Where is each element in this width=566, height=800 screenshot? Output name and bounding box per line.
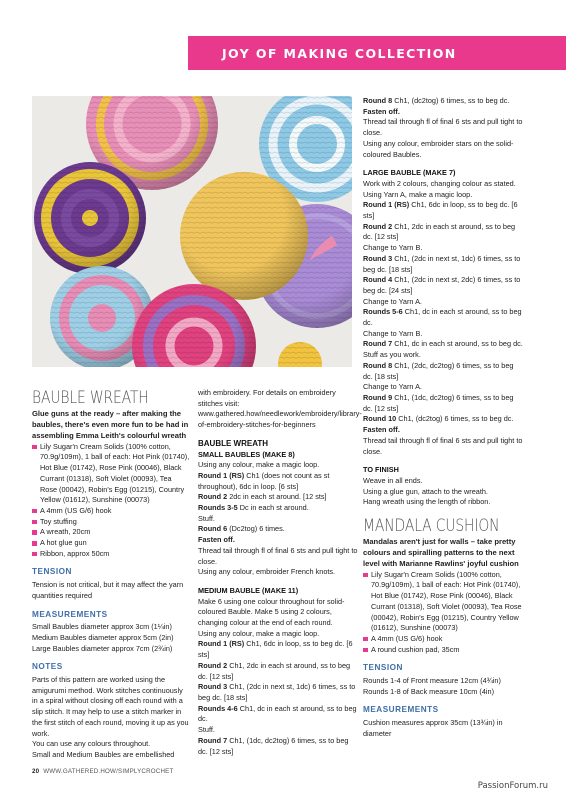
pattern-step: [198, 597, 358, 629]
step-text: Stuff as you work.: [363, 350, 421, 360]
step-text: (Dc2tog) 6 times.: [227, 524, 285, 534]
step-label: Round 1 (RS): [198, 639, 245, 649]
material-item: A 4mm (US G/6) hook: [363, 634, 523, 645]
mandala-cushion-intro: Mandalas aren't just for walls – take pretty colours and spiralling patterns to the next level with Marianne Rawlins' joyful cushion: [363, 537, 519, 568]
step-text: Stuff.: [198, 513, 215, 523]
cushion-measurements-heading: MEASUREMENTS: [363, 705, 439, 715]
pattern-step: [363, 339, 523, 350]
pattern-step: [198, 736, 358, 757]
step-label: Round 2: [363, 221, 393, 231]
step-text: Change to Yarn B.: [363, 328, 423, 338]
pattern-step: [363, 222, 523, 243]
pattern-step: [363, 190, 523, 201]
step-text: Ch1, 2dc in each st around, ss to beg dc. [12 sts]: [363, 221, 516, 242]
pattern-step: [363, 117, 523, 138]
pattern-step: [363, 329, 523, 340]
step-text: Ch1, 6dc in loop, ss to beg dc. [6 sts]: [198, 639, 353, 660]
step-text: Ch1, (2dc in next st, 1dc) 6 times, ss to beg dc. [18 sts]: [198, 682, 356, 702]
pattern-step: [198, 460, 358, 471]
cushion-tension-line: Rounds 1-8 of Back measure 10cm (4in): [363, 686, 494, 696]
step-label: Round 10: [363, 414, 397, 424]
step-label: Round 3: [363, 253, 393, 263]
material-item: Ribbon, approx 50cm: [32, 549, 190, 560]
step-text: Using Yarn A, make a magic loop.: [363, 189, 473, 199]
pattern-step: [198, 524, 358, 535]
material-item: Toy stuffing: [32, 517, 190, 528]
to-finish-heading: TO FINISH: [363, 465, 399, 475]
pattern-step: [363, 179, 523, 190]
step-text: Stuff.: [198, 725, 215, 735]
step-label: Round 2: [198, 492, 228, 502]
step-label: Rounds 4-6: [198, 703, 238, 713]
step-label: Round 8: [363, 360, 393, 370]
pattern-step: [198, 567, 358, 578]
step-text: 2dc in each st around. [12 sts]: [227, 492, 327, 502]
medium-bauble-heading: MEDIUM BAUBLE (MAKE 11): [198, 585, 299, 595]
step-label: Fasten off.: [363, 425, 400, 435]
materials-list: [32, 442, 190, 560]
step-text: Using any colour, embroider stars on the solid-coloured Baubles.: [363, 138, 514, 159]
step-text: Using any colour, make a magic loop.: [198, 460, 320, 470]
medium-bauble-steps: [198, 597, 358, 758]
pattern-step: [198, 514, 358, 525]
column-bauble-wreath-intro: [32, 388, 190, 761]
baubles-photo: [32, 96, 352, 367]
pattern-step: [198, 492, 358, 503]
pattern-step: [198, 661, 358, 682]
step-text: Ch1, (2dc in next st, 1dc) 6 times, ss to beg dc. [18 sts]: [363, 253, 521, 274]
pattern-step: [198, 546, 358, 567]
step-label: Rounds 3-5: [198, 503, 238, 513]
step-text: Change to Yarn B.: [363, 243, 423, 253]
crochet-baubles-image: [32, 96, 352, 367]
step-label: Round 3: [198, 682, 228, 692]
cushion-measurement-text: Cushion measures approx 35cm (13¾in) in diameter: [363, 718, 503, 738]
material-item: A hot glue gun: [32, 538, 190, 549]
step-text: Make 6 using one colour throughout for solid-coloured Bauble. Make 5 using 2 colours, changing colour at the end of each round.: [198, 596, 345, 628]
pattern-step: [363, 436, 523, 457]
small-baubles-steps: [198, 460, 358, 578]
step-label: Fasten off.: [363, 106, 400, 116]
finish-step: Using a glue gun, attach to the wreath.: [363, 486, 488, 496]
embroidery-note: with embroidery. For details on embroidery stitches visit: www.gathered.how/needlework/embroidery/library-of-embroidery-stitches-for-beginners: [198, 388, 362, 430]
measurements-heading: MEASUREMENTS: [32, 609, 108, 619]
finish-step: Weave in all ends.: [363, 475, 423, 485]
step-text: Ch1, 2dc in each st around, ss to beg dc. [12 sts]: [198, 660, 351, 681]
finish-step: Hang wreath using the length of ribbon.: [363, 497, 491, 507]
page-footer: [32, 768, 173, 775]
pattern-step: [198, 704, 358, 725]
page-number: 20: [32, 768, 40, 775]
pattern-step: [198, 535, 358, 546]
pattern-step: [198, 629, 358, 640]
step-text: Thread tail through fl of final 6 sts and pull tight to close.: [363, 117, 523, 138]
pattern-step: [363, 350, 523, 361]
step-label: Round 6: [198, 524, 228, 534]
pattern-step: [363, 414, 523, 425]
small-baubles-heading: SMALL BAUBLES (MAKE 8): [198, 449, 295, 459]
material-item: Lily Sugar'n Cream Solids (100% cotton, 70.9g/109m), 1 ball of each: Hot Pink (01740), Hot Blue (01742), Rose Pink (00046), Black Currant (01318), Soft Violet (00093), Tea Rose (00042), Robin's Egg (01215), Country Yellow (01612), Sunshine (00073): [363, 570, 523, 634]
notes-heading: NOTES: [32, 662, 63, 672]
step-text: Thread tail through fl of final 6 sts and pull tight to close.: [363, 435, 523, 456]
pattern-step: [363, 393, 523, 414]
step-text: Ch1, (dc2tog) 6 times, ss to beg dc.: [392, 96, 510, 105]
step-label: Fasten off.: [198, 535, 235, 545]
step-text: Work with 2 colours, changing colour as stated.: [363, 178, 516, 188]
medium-bauble-steps-cont: [363, 96, 523, 160]
material-item: A wreath, 20cm: [32, 527, 190, 538]
material-item: Lily Sugar'n Cream Solids (100% cotton, 70.9g/109m), 1 ball of each: Hot Pink (01740), Hot Blue (01742), Rose Pink (00046), Black Currant (01318), Soft Violet (00093), Tea Rose (00042), Robin's Egg (01215), Country Yellow (01612), Sunshine (00073): [32, 442, 190, 506]
measurement-line: Medium Baubles diameter approx 5cm (2in): [32, 632, 174, 642]
measurement-line: Large Baubles diameter approx 7cm (2¾in): [32, 643, 173, 653]
notes-text: Parts of this pattern are worked using the amigurumi method. Work stitches continuously in a spiral without closing off each round with a slip stitch. It may help to use a stitch marker in the first stitch of each round, moving it up as you work.: [32, 675, 189, 738]
step-text: Change to Yarn A.: [363, 296, 422, 306]
watermark: PassionForum.ru: [477, 781, 548, 791]
cushion-tension-heading: TENSION: [363, 663, 403, 673]
pattern-heading: BAUBLE WREATH: [198, 438, 269, 448]
pattern-step: [363, 96, 523, 107]
step-text: Using any colour, make a magic loop.: [198, 628, 320, 638]
step-text: Ch1, dc in each st around, ss to beg dc.: [363, 307, 522, 328]
bauble-wreath-title: BAUBLE WREATH: [32, 388, 149, 408]
material-item: A round cushion pad, 35cm: [363, 645, 523, 656]
step-label: Round 1 (RS): [363, 200, 410, 210]
step-text: Ch1, (2dc in next st, 2dc) 6 times, ss to beg dc. [24 sts]: [363, 275, 521, 295]
step-text: Change to Yarn A.: [363, 382, 422, 392]
pattern-step: [363, 275, 523, 296]
pattern-step: [363, 361, 523, 382]
step-label: Rounds 5-6: [363, 307, 403, 317]
notes-text: You can use any colours throughout.: [32, 739, 151, 749]
notes-text: Small and Medium Baubles are embellished: [32, 750, 175, 759]
step-text: Dc in each st around.: [237, 503, 309, 513]
step-text: Thread tail through fl of final 6 sts and pull tight to close.: [198, 545, 358, 566]
step-text: Ch1, (dc2tog) 6 times, ss to beg dc.: [396, 414, 514, 424]
step-label: Round 9: [363, 392, 393, 402]
step-text: Using any colour, embroider French knots.: [198, 567, 336, 577]
large-bauble-heading: LARGE BAUBLE (MAKE 7): [363, 168, 456, 178]
step-text: Ch1, dc in each st around, ss to beg dc.: [198, 703, 357, 724]
pattern-step: [363, 139, 523, 160]
material-item: A 4mm (US G/6) hook: [32, 506, 190, 517]
step-text: Ch1, 6dc in loop, ss to beg dc. [6 sts]: [363, 200, 518, 221]
step-text: Ch1, (2dc, dc2tog) 6 times, ss to beg dc. [18 sts]: [363, 360, 514, 381]
bauble-wreath-intro: Glue guns at the ready – after making the baubles, there's even more fun to be had in assembling Emma Leith's colourful wreath: [32, 409, 189, 440]
step-label: Round 8: [363, 96, 393, 105]
step-label: Round 1 (RS): [198, 470, 245, 480]
cushion-materials-list: [363, 570, 523, 656]
pattern-step: [363, 107, 523, 118]
cushion-tension-line: Rounds 1-4 of Front measure 12cm (4¾in): [363, 676, 501, 686]
pattern-step: [363, 200, 523, 221]
pattern-step: [363, 382, 523, 393]
collection-banner: [188, 36, 566, 70]
pattern-step: [363, 307, 523, 328]
step-label: Round 2: [198, 660, 228, 670]
step-label: Round 7: [363, 339, 393, 349]
mandala-cushion-title: MANDALA CUSHION: [363, 516, 500, 537]
pattern-step: [363, 425, 523, 436]
step-label: Round 4: [363, 275, 393, 285]
measurement-line: Small Baubles diameter approx 3cm (1¼in): [32, 622, 172, 632]
tension-heading: TENSION: [32, 567, 72, 577]
large-bauble-steps: [363, 179, 523, 457]
column-pattern-continued: [363, 96, 523, 740]
pattern-step: [198, 639, 358, 660]
step-text: Ch1, dc in each st around, ss to beg dc.: [392, 339, 523, 349]
tension-text: Tension is not critical, but it may affect the yarn quantities required: [32, 580, 184, 600]
banner-title: JOY OF MAKING COLLECTION: [222, 45, 457, 61]
pattern-step: [363, 297, 523, 308]
pattern-step: [198, 725, 358, 736]
step-label: Round 7: [198, 735, 228, 745]
step-text: Ch1, (1dc, dc2tog) 6 times, ss to beg dc. [12 sts]: [363, 392, 514, 413]
step-text: Ch1 (does not count as st throughout), 6dc in loop. [6 sts]: [198, 470, 330, 491]
pattern-step: [363, 243, 523, 254]
pattern-step: [363, 254, 523, 275]
pattern-step: [198, 471, 358, 492]
column-bauble-pattern: [198, 388, 362, 757]
pattern-step: [198, 682, 358, 703]
step-text: Ch1, (1dc, dc2tog) 6 times, ss to beg dc. [12 sts]: [198, 735, 349, 756]
footer-url: WWW.GATHERED.HOW/SIMPLYCROCHET: [43, 768, 174, 775]
pattern-step: [198, 503, 358, 514]
